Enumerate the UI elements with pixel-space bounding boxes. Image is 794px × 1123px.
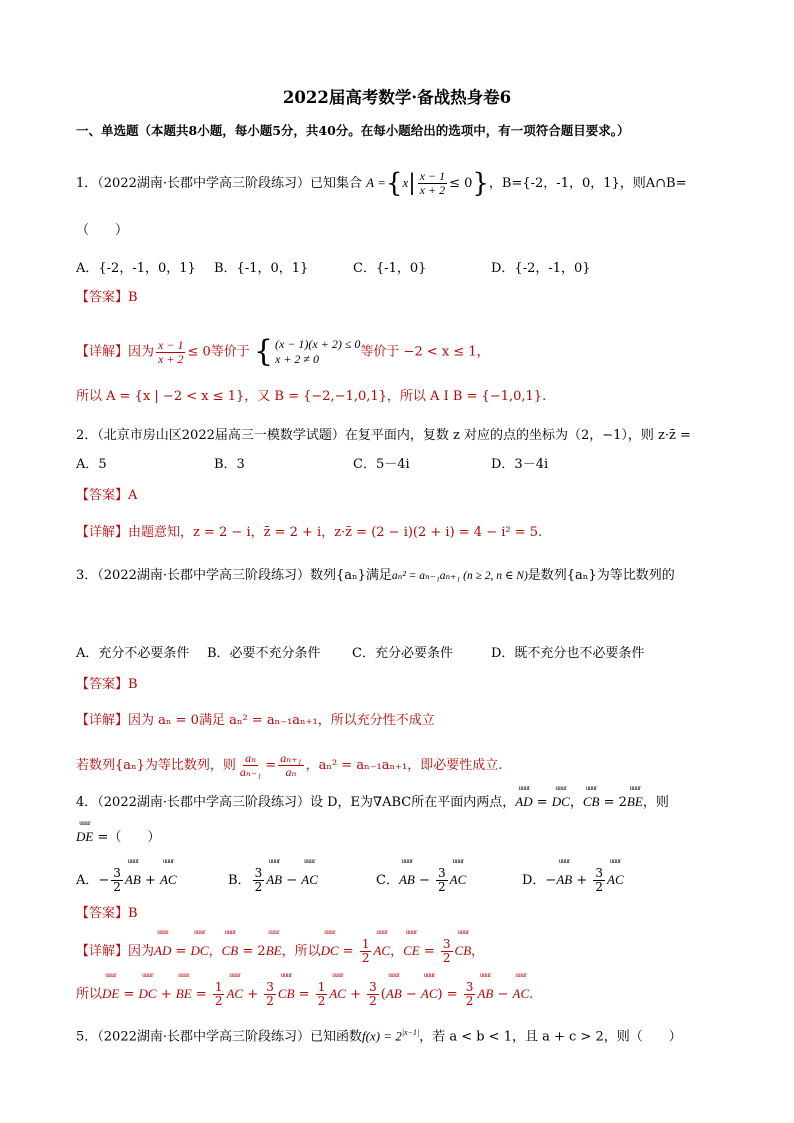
q1-detail-line-1: 【详解】因为 $\frac{x - 1}{x + 2}$ ≤ 0等价于 { (x − 1)(x + 2) ≤ 0 x + 2 ≠ 0 等价于 −2 < x ≤ 1， <box>76 334 490 369</box>
q3-option-a: A．充分不必要条件 <box>76 646 190 661</box>
q2-option-a: A．5 <box>76 457 107 472</box>
question-3-stem: 3．（2022湖南·长郡中学高三阶段练习）数列{aₙ}满足aₙ² = aₙ₋₁aₙ₊₁ (n ≥ 2, n ∈ N)是数列{aₙ}为等比数列的 <box>76 568 675 583</box>
q4-option-d: D．−uuur AB + $\frac{3}{2}$ uuur AC <box>522 866 624 895</box>
q2-detail: 【详解】由题意知，z = 2 − i，z̄ = 2 + i，z·z̄ = (2 − i)(2 + i) = 4 − i² = 5. <box>76 525 543 540</box>
q3-option-c: C．充分必要条件 <box>352 646 453 661</box>
q1-option-c: C．{-1，0} <box>353 261 427 276</box>
q3-answer: 【答案】B <box>76 677 138 692</box>
q3-detail-line-2: 若数列{aₙ}为等比数列，则 $\frac{\text{aₙ}}{\text{aₙ₋₁}}$ = $\frac{\text{aₙ₊₁}}{\text{aₙ}}$ ，aₙ² = aₙ₋₁aₙ₊₁，即必要性成立. <box>76 751 503 779</box>
question-1-paren: （ ） <box>76 223 129 238</box>
q2-option-b: B．3 <box>214 457 245 472</box>
q3-detail-line-1: 【详解】因为 aₙ = 0满足 aₙ² = aₙ₋₁aₙ₊₁，所以充分性不成立 <box>76 713 435 728</box>
question-4-stem: 4．（2022湖南·长郡中学高三阶段练习）设 D，E为∇ABC所在平面内两点，uuur AD = uuur DC，uuur CB = 2uuur BE，则 <box>76 793 669 812</box>
q3-option-b: B．必要不充分条件 <box>207 646 321 661</box>
q4-option-c: C．uuur AB − $\frac{3}{2}$ uuur AC <box>376 866 466 895</box>
q2-option-c: C．5－4i <box>353 457 410 472</box>
question-5-stem: 5．（2022湖南·长郡中学高三阶段练习）已知函数$f(x) = 2^{|x-1|}$，若 a < b < 1，且 a + c > 2，则（ ） <box>76 1028 682 1045</box>
q4-detail-line-2: 所以uuur DE = uuur DC + uuur BE = $\frac{1}{2}$ uuur AC + $\frac{3}{2}$ uuur CB = $\frac{1}{2}$ uuur AC + $\frac{3}{2}$ (uuur AB − uuur AC) = $\frac{3}{2}$ uuur AB − uuur AC. <box>76 980 533 1009</box>
q1-answer: 【答案】B <box>76 290 138 305</box>
q1-option-a: A．{-2，-1，0，1} <box>76 261 196 276</box>
question-4-stem-cont: uuur DE =（ ） <box>76 828 160 847</box>
q4-answer: 【答案】B <box>76 906 138 921</box>
q1-detail-line-2: 所以 A = {x | −2 < x ≤ 1}，又 B = {−2,−1,0,1}，所以 A I B = {−1,0,1}. <box>76 389 547 404</box>
question-1-stem: 1．（2022湖南·长郡中学高三阶段练习）已知集合 A ={x| $\frac{x - 1}{x + 2}$ ≤ 0}，B={-2，-1，0，1}，则A∩B= <box>76 168 687 199</box>
q1-option-b: B．{-1，0，1} <box>214 261 309 276</box>
q1-option-d: D．{-2，-1，0} <box>491 261 591 276</box>
q3-option-d: D．既不充分也不必要条件 <box>491 646 645 661</box>
page-title: 2022届高考数学·备战热身卷6 <box>282 88 512 107</box>
q4-detail-line-1: 【详解】因为uuur AD = uuur DC，uuur CB = 2uuur BE，所以uuur DC = $\frac{1}{2}$ uuur AC，uuur CE = $\frac{3}{2}$ uuur CB， <box>76 937 484 966</box>
question-2-stem: 2．（北京市房山区2022届高三一模数学试题）在复平面内，复数 z 对应的点的坐标为（2，−1），则 z·z̄ = <box>76 428 691 443</box>
q4-option-a: A．− $\frac{3}{2}$ uuur AB + uuur AC <box>76 866 177 895</box>
q2-option-d: D．3－4i <box>491 457 549 472</box>
q2-answer: 【答案】A <box>76 488 138 503</box>
section-header: 一、单选题（本题共8小题，每小题5分，共40分。在每小题给出的选项中，有一项符合题目要求。） <box>76 123 630 138</box>
q4-option-b: B． $\frac{3}{2}$ uuur AB − uuur AC <box>228 866 318 895</box>
